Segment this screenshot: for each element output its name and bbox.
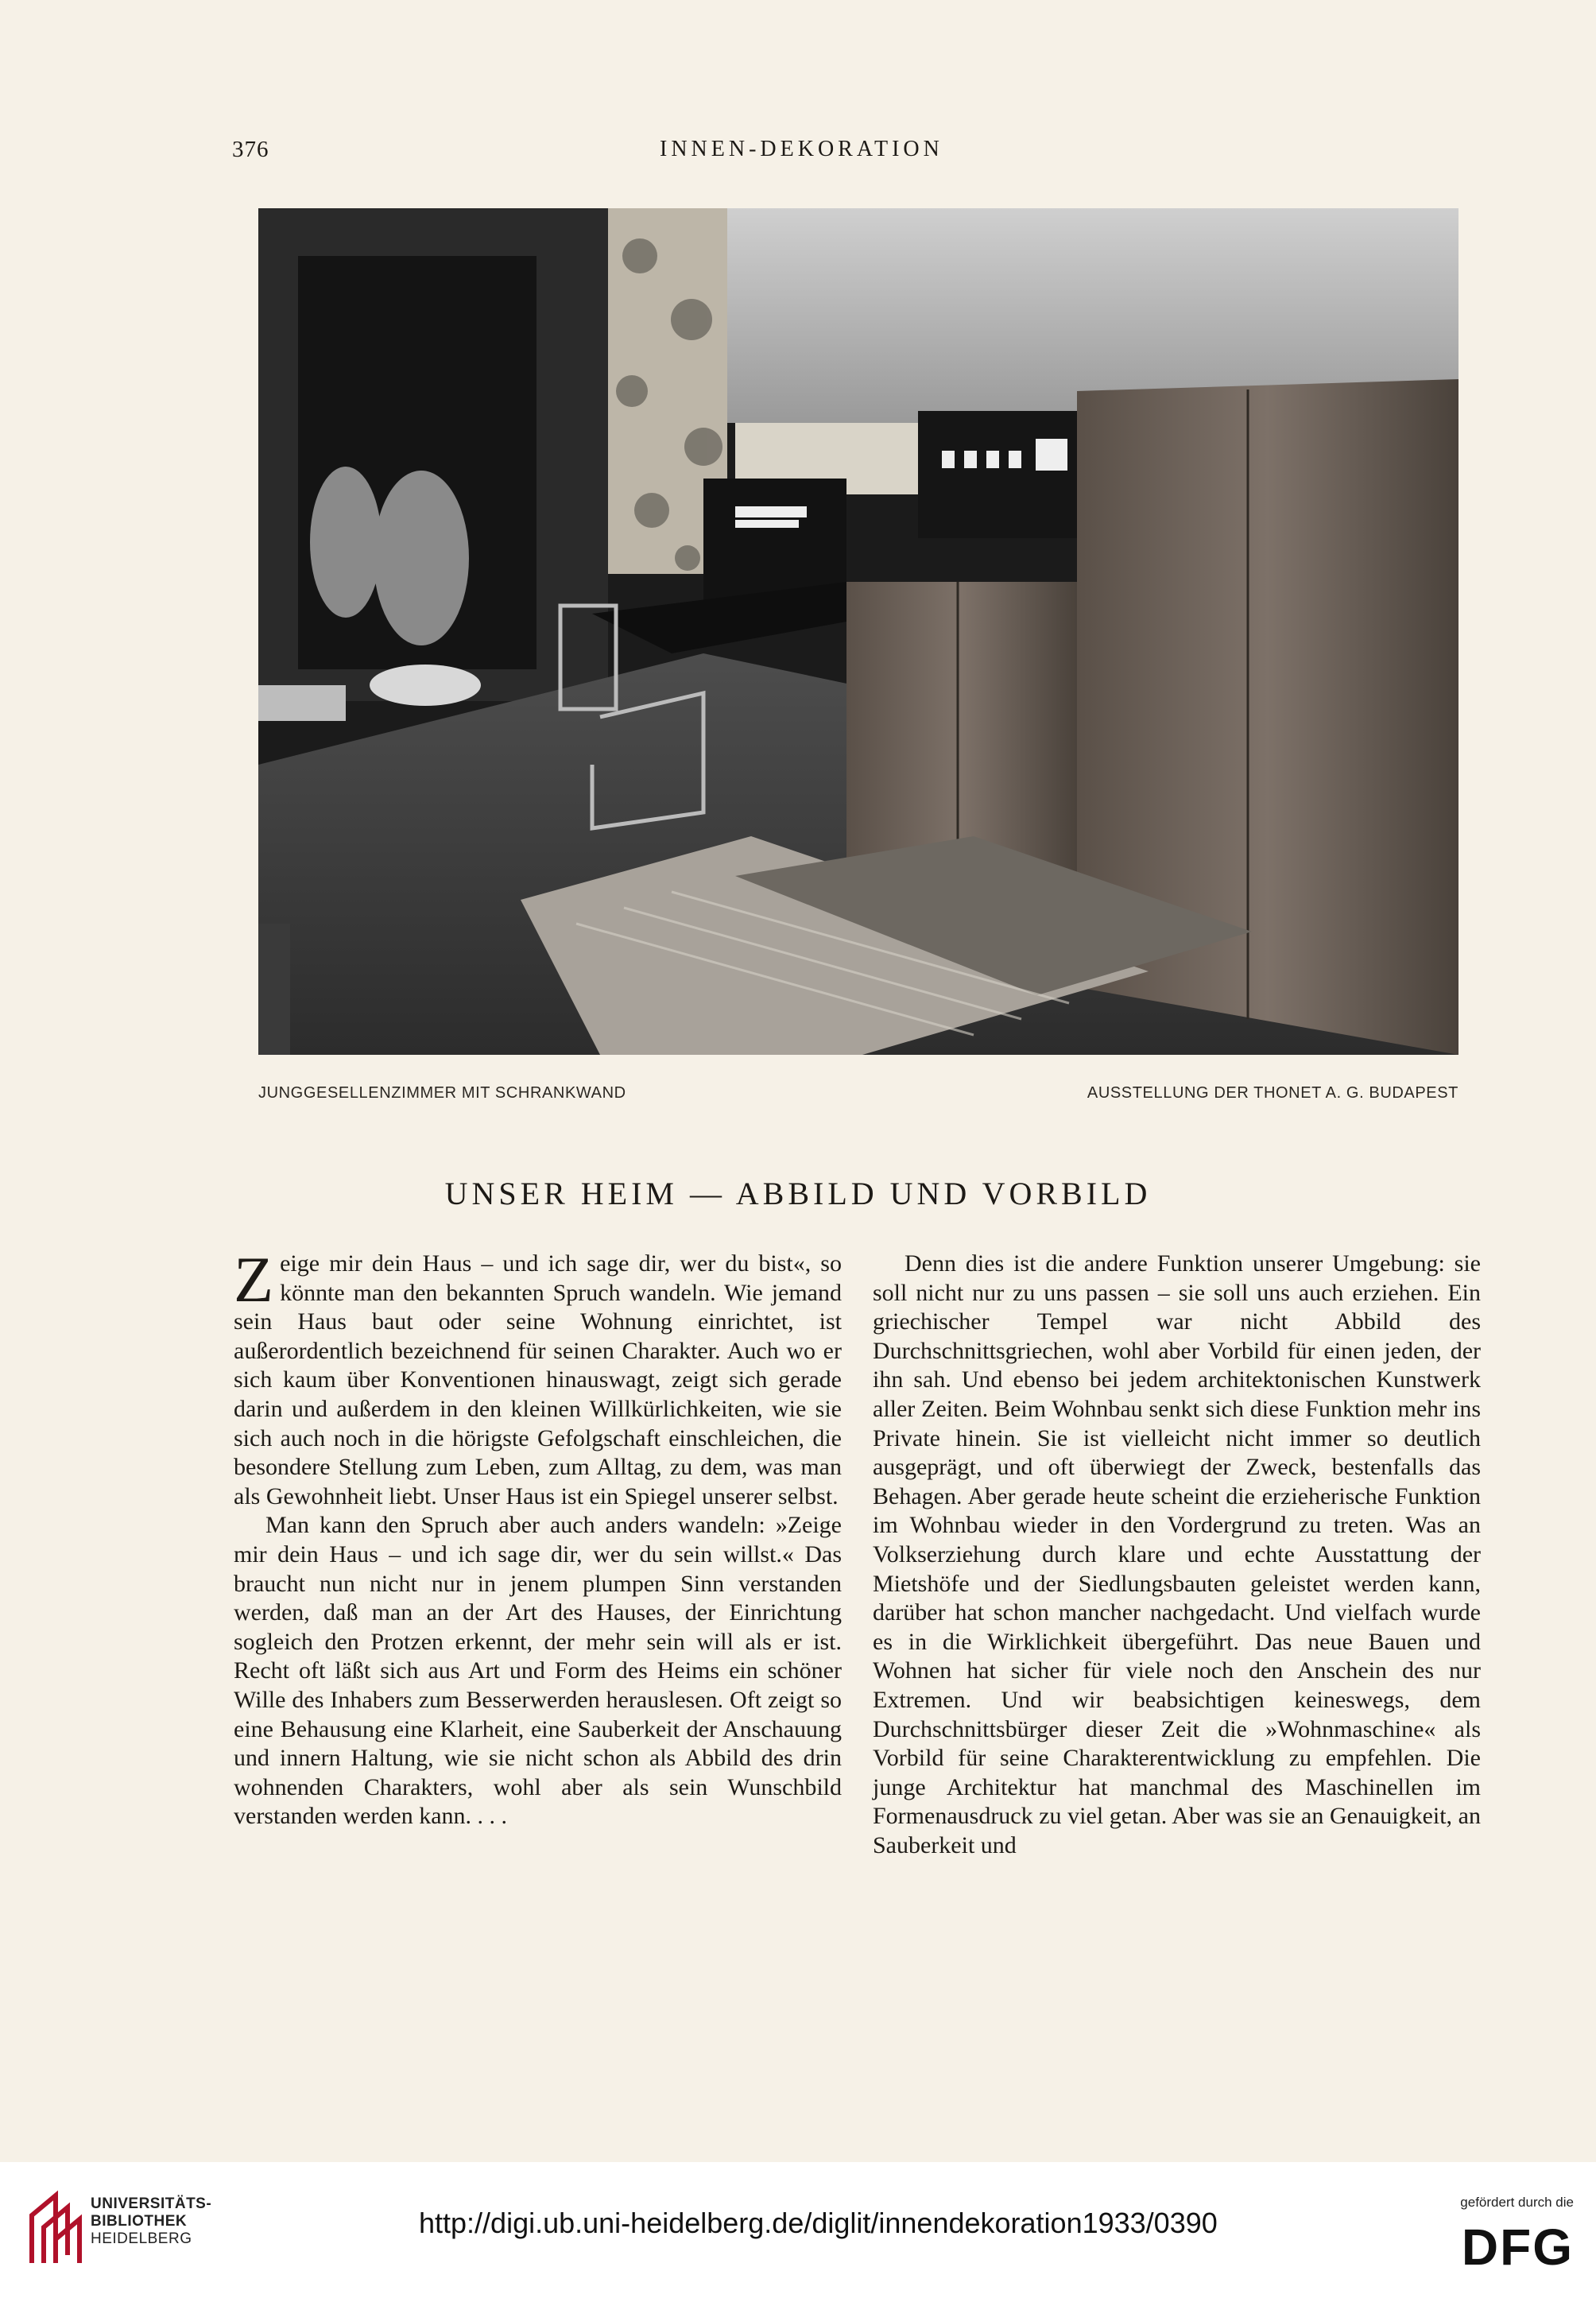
paragraph	[234, 1243, 842, 1511]
dfg-logo: DFG	[1461, 2219, 1574, 2276]
article-title: UNSER HEIM — ABBILD UND VORBILD	[444, 1176, 1152, 1211]
interior-photo-illustration	[258, 208, 1458, 1055]
paragraph-text: eige mir dein Haus – und ich sage dir, wer du bist«, so könnte man den bekannten Spruch wandeln. Wie jemand sein Haus baut oder seine Wohnung einrichtet, ist außerordentlich bezeichnend für seinen Charakter. Auch wo er sich kaum über Konventionen hinauswagt, zeigt sich gerade darin und außerdem in den kleinen Willkürlichkeiten, wie sie sich auch noch in die hörigste Gefolgschaft einschleichen, die besondere Stellung zum Leben, zum Alltag, zu dem, was man als Gewohnheit liebt. Unser Haus ist ein Spiegel unserer selbst.	[234, 1250, 842, 1509]
library-name-line1: UNIVERSITÄTS-	[91, 2195, 212, 2212]
paragraph: Man kann den Spruch aber auch anders wandeln: »Zeige mir dein Haus – und ich sage dir, wer du sein willst.« Das braucht nun nicht nur in jenem plumpen Sinn verstanden werden, daß man an der Art des Hauses, der Einrichtung sogleich den Protzen erkennt, der mehr sein will als er ist. Recht oft läßt sich aus Art und Form des Heims ein schöner Wille des Inhabers zum Besserwerden herauslesen. Oft zeigt so eine Behausung eine Klarheit, eine Sauberkeit der Anschauung und innern Haltung, wie sie nicht schon als Abbild des drin wohnenden Charakters, wohl aber als sein Wunschbild verstanden werden kann. . . .	[234, 1512, 842, 1830]
caption-right: AUSSTELLUNG DER THONET A. G. BUDAPEST	[1087, 1084, 1458, 1102]
funding-note: gefördert durch die	[1460, 2195, 1574, 2210]
caption-left: JUNGGESELLENZIMMER MIT SCHRANKWAND	[258, 1084, 626, 1102]
left-column	[234, 1243, 842, 1831]
right-column	[873, 1250, 1481, 1860]
library-name-line2: BIBLIOTHEK	[91, 2213, 188, 2230]
university-library-logo-icon	[24, 2188, 86, 2267]
paragraph: Denn dies ist die andere Funktion unserer Umgebung: sie soll nicht nur zu uns passen – sie soll uns auch erziehen. Ein griechischer Tempel war nicht Abbild des Durchschnittsgriechen, wohl aber Vorbild für einen jeden, der ihn sah. Und ebenso bei jedem architektonischen Kunstwerk aller Zeiten. Beim Wohnbau senkt sich diese Funktion mehr ins Private hinein. Sie ist vielleicht nicht immer so deutlich ausgeprägt, und oft überwiegt der Zweck, bestenfalls das Behagen. Aber gerade heute scheint die erzieherische Funktion im Wohnbau wieder in den Vordergrund zu treten. Was an Volkserziehung durch klare und echte Ausstattung der Mietshöfe und der Siedlungsbauten geleistet werden kann, darüber hat schon mancher nachgedacht. Und vielfach wurde es in die Wirklichkeit übergeführt. Das neue Bauen und Wohnen hat sicher für viele noch den Anschein des nur Extremen. Und wir beabsichtigen keineswegs, dem Durchschnittsbürger dieser Zeit die »Wohnmaschine« als Vorbild für seine Charakterentwicklung zu empfehlen. Die junge Architektur hat manchmal des Maschinellen im Formenausdruck zu viel getan. Aber was sie an Genauigkeit, an Sauberkeit und	[873, 1250, 1481, 1858]
source-url-link[interactable]: http://digi.ub.uni-heidelberg.de/diglit/innendekoration1933/0390	[419, 2207, 1218, 2239]
interior-photograph	[258, 208, 1458, 1055]
page-number: 376	[232, 137, 269, 162]
running-title: INNEN-DEKORATION	[660, 137, 943, 161]
library-name-line3: HEIDELBERG	[91, 2230, 192, 2247]
drop-cap: Z	[234, 1243, 274, 1316]
